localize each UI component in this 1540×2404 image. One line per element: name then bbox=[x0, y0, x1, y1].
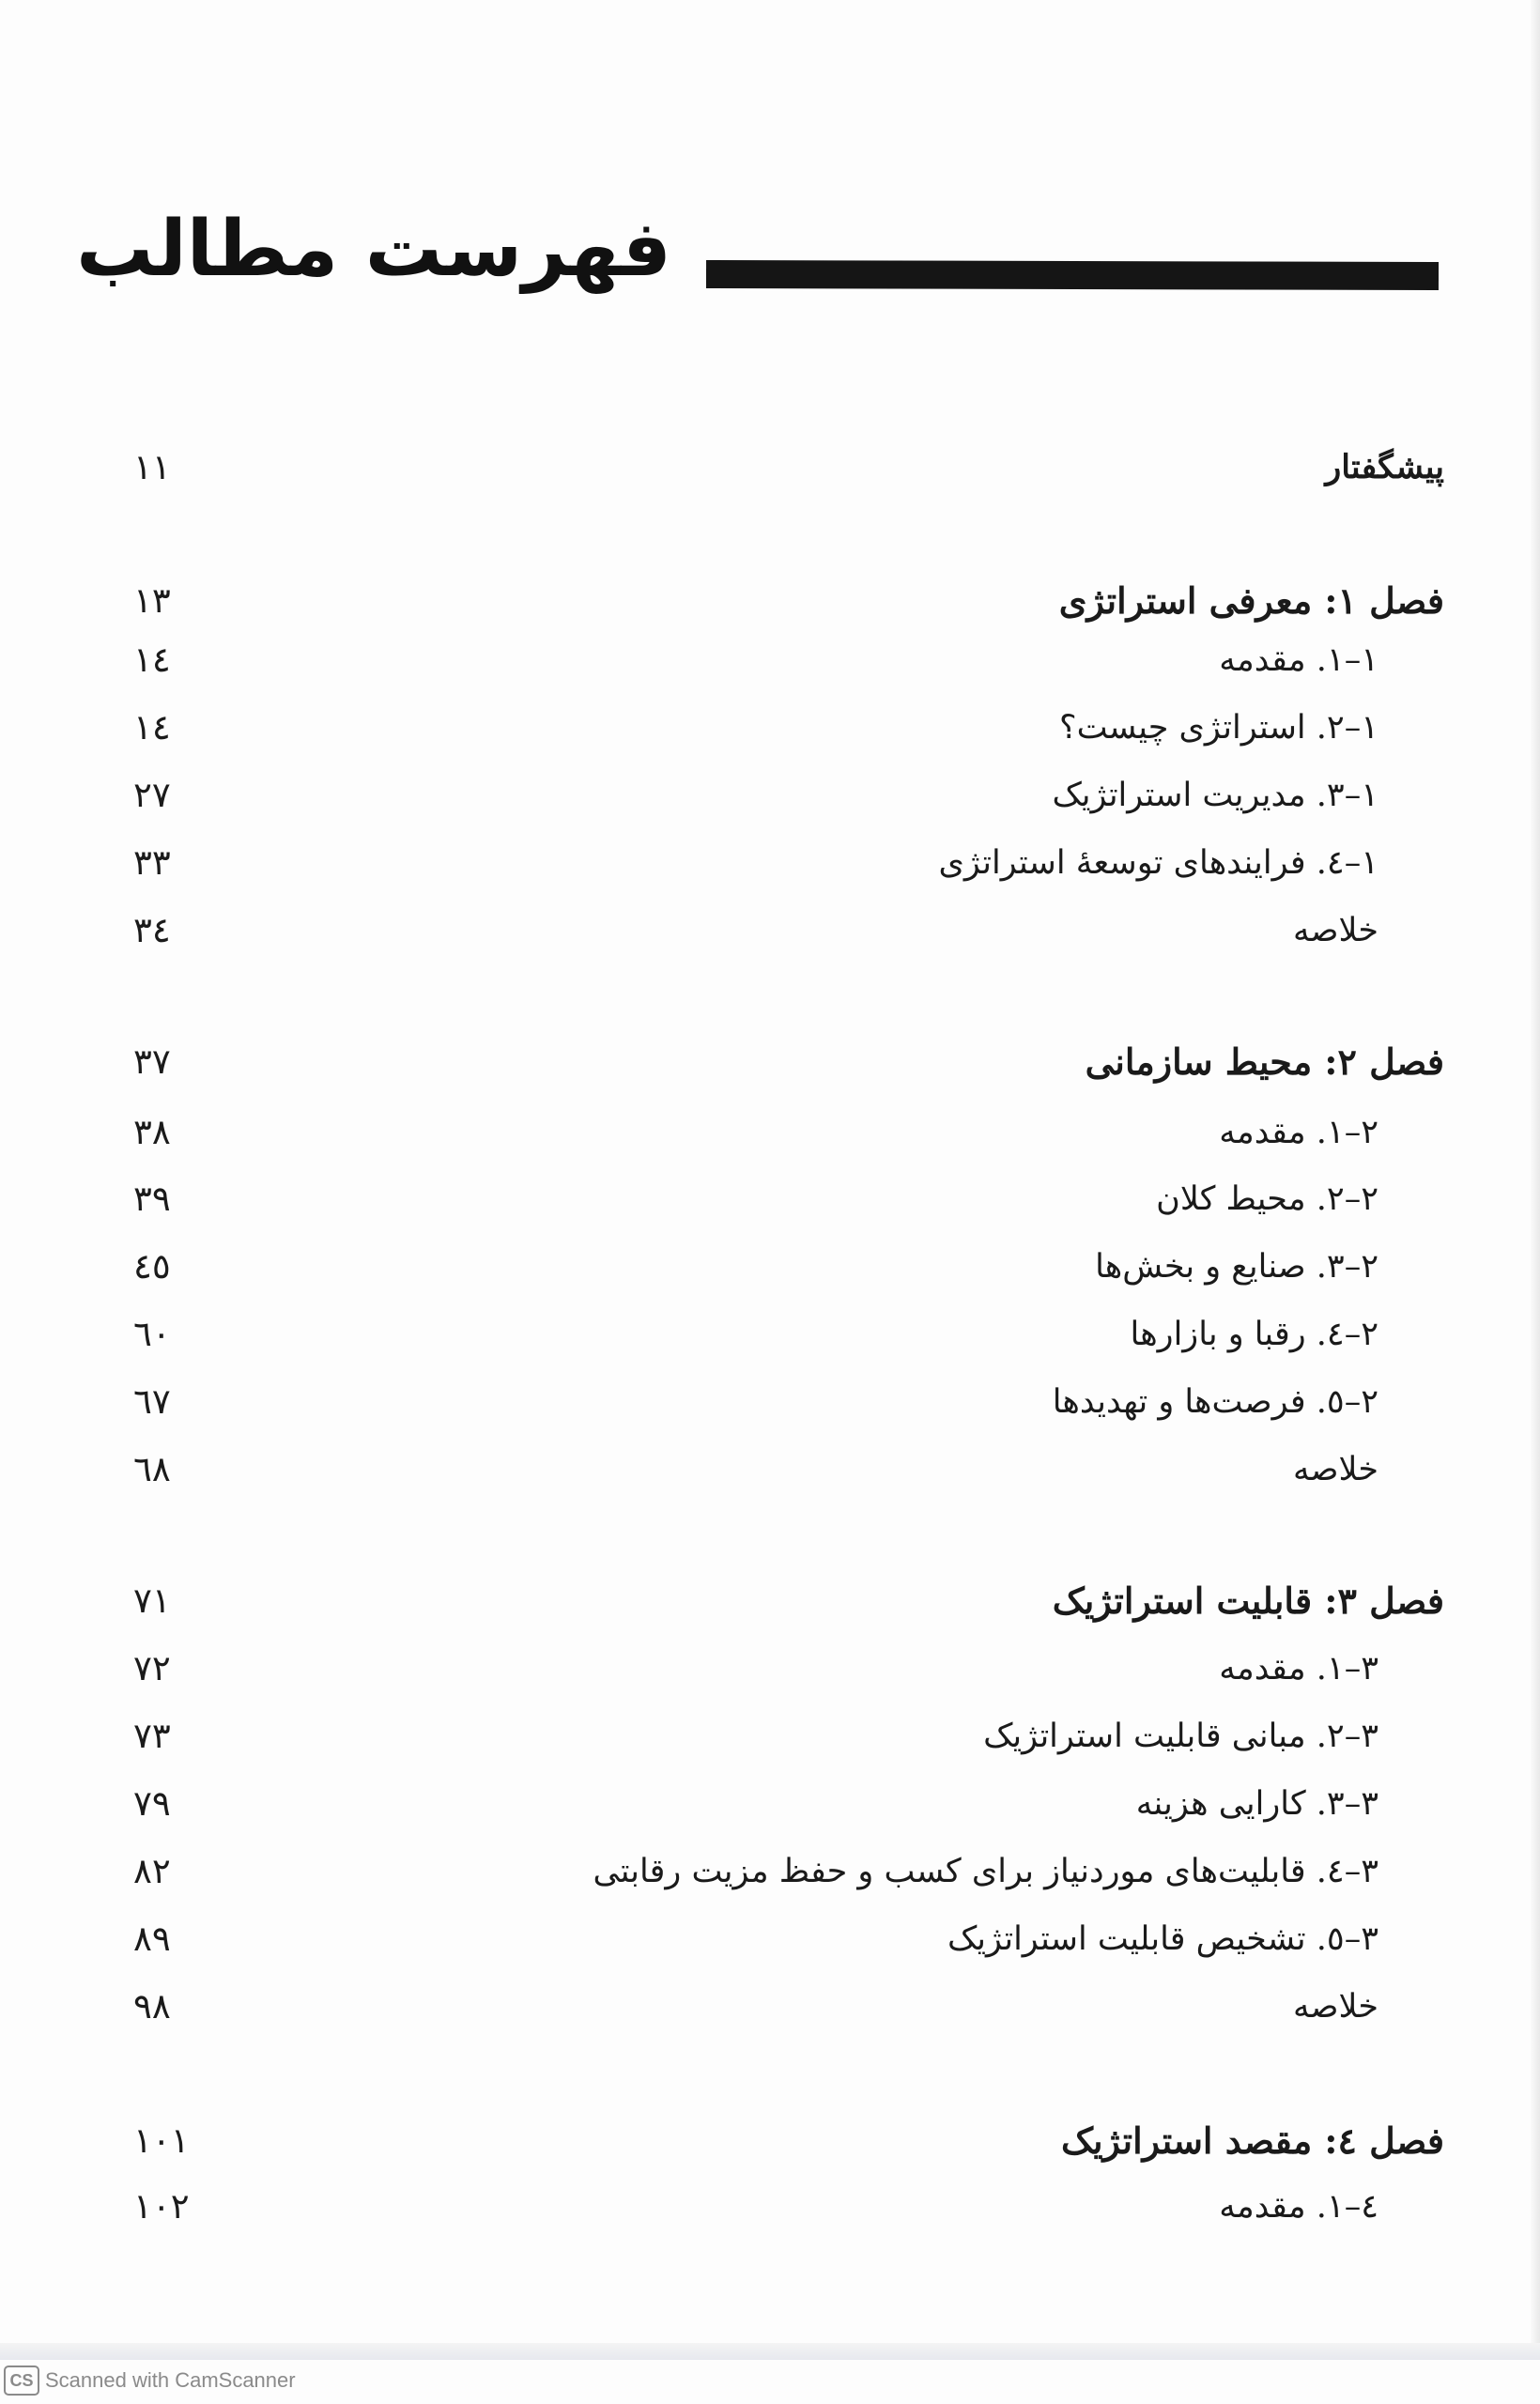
toc-entry-title: ۱–۱. مقدمه bbox=[1219, 641, 1378, 679]
toc-entry-title: ۳–٤. قابلیت‌های موردنیاز برای کسب و حفظ مزیت رقابتی bbox=[593, 1853, 1378, 1890]
toc-row-chapter-1 bbox=[0, 575, 1540, 627]
toc-row-chapter-4 bbox=[0, 2115, 1540, 2167]
toc-page-number: ۲۷ bbox=[133, 775, 171, 815]
toc-entry-title: ۳–۲. مبانی قابلیت استراتژیک bbox=[983, 1718, 1378, 1755]
toc-page-number: ۱٤ bbox=[133, 640, 171, 680]
toc-row bbox=[0, 634, 1540, 686]
toc-row-summary bbox=[0, 904, 1540, 957]
toc-row bbox=[0, 1376, 1540, 1428]
toc-row bbox=[0, 1308, 1540, 1361]
toc-row bbox=[0, 1710, 1540, 1763]
toc-entry-title: ۲–٤. رقبا و بازارها bbox=[1130, 1316, 1378, 1353]
toc-row bbox=[0, 2181, 1540, 2233]
toc-entry-title: ٤–۱. مقدمه bbox=[1219, 2188, 1378, 2226]
toc-page-number: ۷۱ bbox=[133, 1580, 171, 1621]
toc-row-summary bbox=[0, 1980, 1540, 2033]
toc-page-number: ۷۹ bbox=[133, 1783, 171, 1824]
toc-row bbox=[0, 1642, 1540, 1695]
toc-page-number: ۸۹ bbox=[133, 1919, 171, 1959]
toc-page-number: ۱٤ bbox=[133, 707, 171, 747]
toc-entry-title: ۲–٥. فرصت‌ها و تهدیدها bbox=[1052, 1383, 1378, 1421]
scanner-watermark bbox=[4, 2365, 296, 2395]
toc-entry-title: ۲–۳. صنایع و بخش‌ها bbox=[1095, 1248, 1378, 1286]
toc-row bbox=[0, 1913, 1540, 1965]
toc-entry-title: ۱–٤. فرایندهای توسعهٔ استراتژی bbox=[938, 844, 1378, 882]
toc-page-number: ۳۹ bbox=[133, 1179, 171, 1219]
toc-page-number: ۱۱ bbox=[133, 447, 171, 487]
page-bottom-edge bbox=[0, 2343, 1540, 2360]
toc-page-number: ۱۰۲ bbox=[133, 2186, 190, 2227]
toc-entry-title: ۳–٥. تشخیص قابلیت استراتژیک bbox=[947, 1920, 1378, 1958]
camscanner-logo-icon: CS bbox=[4, 2365, 39, 2396]
toc-page-number: ۸۲ bbox=[133, 1851, 171, 1891]
toc-entry-title: پیشگفتار bbox=[1325, 448, 1444, 486]
toc-page-number: ۷۳ bbox=[133, 1716, 171, 1756]
toc-entry-title: ۳–۱. مقدمه bbox=[1219, 1650, 1378, 1687]
toc-row bbox=[0, 1173, 1540, 1225]
toc-row bbox=[0, 1106, 1540, 1159]
page-title: فهرست مطالب bbox=[76, 205, 671, 294]
toc-page-number: ۹۸ bbox=[133, 1986, 171, 2026]
toc-page-number: ۳۷ bbox=[133, 1041, 171, 1082]
toc-page-number: ۷۲ bbox=[133, 1648, 171, 1688]
toc-row bbox=[0, 1778, 1540, 1830]
toc-page-number: ٦۸ bbox=[133, 1449, 171, 1489]
toc-row-chapter-2 bbox=[0, 1036, 1540, 1088]
toc-row-chapter-3 bbox=[0, 1575, 1540, 1627]
toc-entry-title: ۱–۳. مدیریت استراتژیک bbox=[1052, 777, 1378, 814]
toc-chapter-heading: فصل ۲: محیط سازمانی bbox=[1085, 1040, 1444, 1083]
toc-page-number: ٦۰ bbox=[133, 1314, 171, 1354]
toc-page-number: ٤٥ bbox=[133, 1246, 171, 1287]
toc-entry-title: ۳–۳. کارایی هزینه bbox=[1135, 1785, 1378, 1823]
toc-row bbox=[0, 837, 1540, 889]
toc-row-summary bbox=[0, 1443, 1540, 1496]
toc-row bbox=[0, 1241, 1540, 1293]
toc-page-number: ٦۷ bbox=[133, 1381, 171, 1422]
toc-entry-title: ۲–۲. محیط کلان bbox=[1156, 1180, 1378, 1218]
toc-page-number: ۳۸ bbox=[133, 1112, 171, 1152]
toc-entry-title: خلاصه bbox=[1292, 1988, 1378, 2026]
toc-entry-title: خلاصه bbox=[1292, 1451, 1378, 1488]
toc-page-number: ۳۳ bbox=[133, 842, 171, 883]
toc-page-number: ۳٤ bbox=[133, 910, 171, 950]
toc-chapter-heading: فصل ۳: قابلیت استراتژیک bbox=[1052, 1580, 1444, 1622]
toc-row-preface bbox=[0, 441, 1540, 494]
toc-row bbox=[0, 701, 1540, 754]
toc-page-number: ۱۳ bbox=[133, 580, 171, 621]
toc-chapter-heading: فصل ٤: مقصد استراتژیک bbox=[1060, 2119, 1444, 2162]
title-rule bbox=[706, 260, 1439, 290]
scanner-watermark-text: Scanned with CamScanner bbox=[45, 2368, 296, 2393]
toc-entry-title: ۲–۱. مقدمه bbox=[1219, 1114, 1378, 1151]
toc-chapter-heading: فصل ۱: معرفی استراتژی bbox=[1058, 579, 1444, 622]
toc-row bbox=[0, 769, 1540, 822]
toc-entry-title: ۱–۲. استراتژی چیست؟ bbox=[1059, 709, 1378, 747]
toc-page-number: ۱۰۱ bbox=[133, 2120, 190, 2161]
toc-entry-title: خلاصه bbox=[1292, 912, 1378, 949]
toc-row bbox=[0, 1845, 1540, 1898]
